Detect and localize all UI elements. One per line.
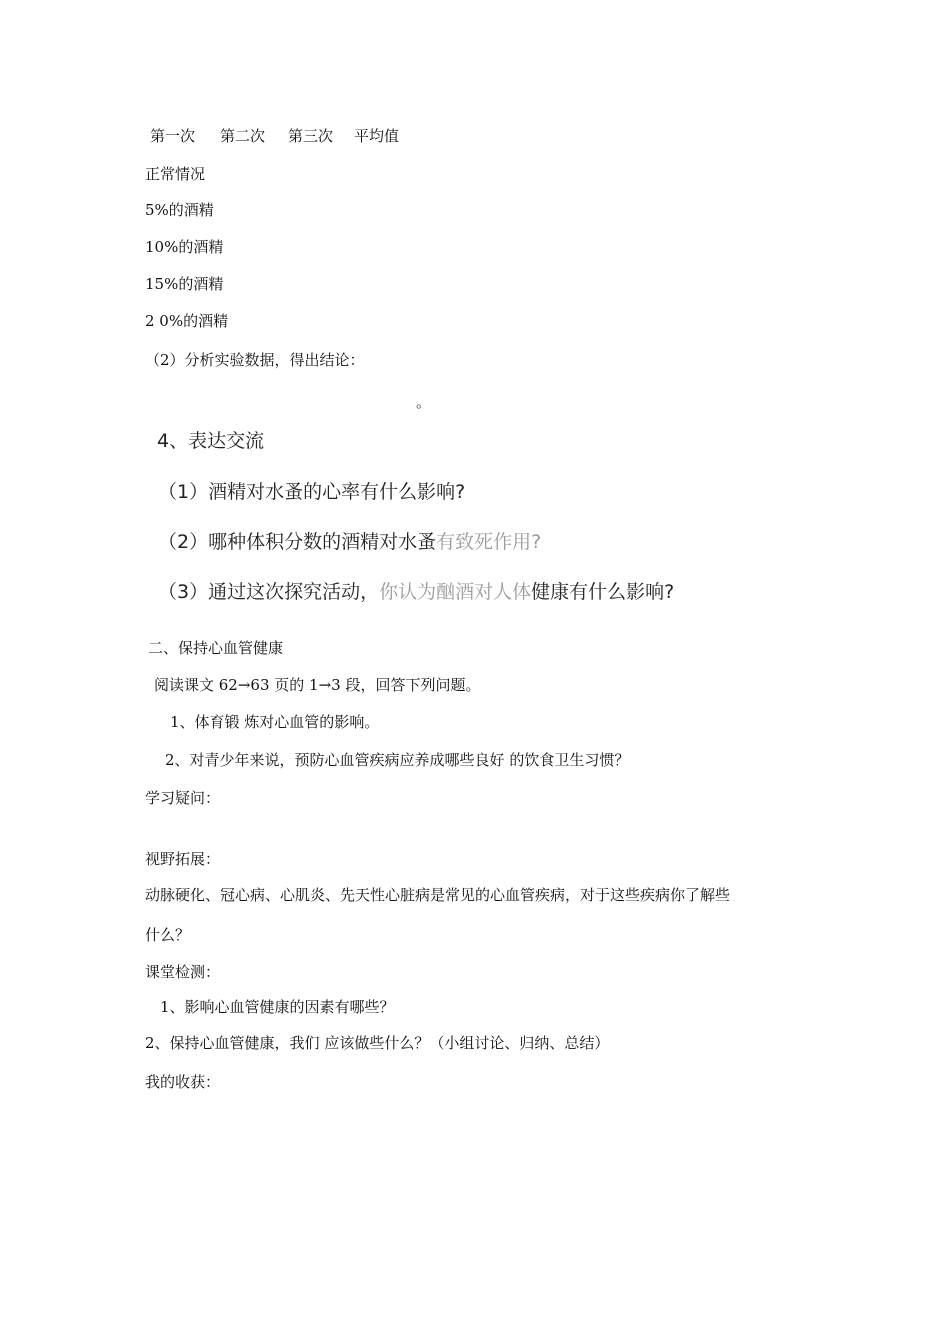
question-item: 2、对青少年来说，预防心血管疾病应养成哪些良好 的饮食卫生习惯？	[165, 751, 630, 769]
express-exchange-image	[150, 425, 710, 615]
analysis-end-mark: 。	[416, 393, 432, 411]
express-question-3-faded: 你认为酗酒对人体	[379, 581, 532, 603]
table-header-cell: 第二次	[220, 127, 266, 145]
express-question-3-start: （3）通过这次探究活动，	[158, 581, 380, 603]
table-header-cell: 第三次	[288, 127, 334, 145]
question-item: 1、体育锻 炼对心血管的影响。	[170, 713, 380, 731]
horizon-label: 视野拓展：	[145, 850, 221, 868]
section-title: 二、保持心血管健康	[148, 639, 284, 657]
check-label: 课堂检测：	[145, 963, 221, 981]
express-question-2	[158, 530, 541, 554]
reading-instruction: 阅读课文 62→63 页的 1→3 段，回答下列问题。	[154, 676, 481, 694]
doubts-label: 学习疑问：	[145, 789, 221, 807]
express-question-2-main: （2）哪种体积分数的酒精对水蚤	[158, 531, 437, 553]
express-question-3-end: 健康有什么影响?	[531, 581, 675, 603]
table-header-cell: 平均值	[354, 127, 400, 145]
express-question-1: （1）酒精对水蚤的心率有什么影响?	[158, 481, 466, 503]
gains-label: 我的收获：	[145, 1073, 221, 1091]
table-header-cell: 第一次	[150, 127, 196, 145]
express-question-2-faded: 有致死作用?	[436, 531, 542, 553]
question-item: 1、影响心血管健康的因素有哪些？	[160, 998, 395, 1016]
horizon-text: 动脉硬化、冠心病、心肌炎、先天性心脏病是常见的心血管疾病，对于这些疾病你了解些	[145, 886, 731, 904]
express-title: 4、表达交流	[157, 430, 265, 452]
table-row-label: 正常情况	[145, 165, 206, 183]
table-row-label: 5%的酒精	[145, 201, 214, 219]
analysis-prompt: （2）分析实验数据，得出结论：	[145, 351, 365, 369]
horizon-text: 什么？	[145, 926, 191, 944]
question-item: 2、保持心血管健康，我们 应该做些什么？（小组讨论、归纳、总结）	[145, 1034, 610, 1052]
table-row-label: 2 0%的酒精	[145, 312, 229, 330]
table-row-label: 15%的酒精	[145, 275, 224, 293]
express-question-3	[158, 580, 674, 604]
table-row-label: 10%的酒精	[145, 238, 224, 256]
